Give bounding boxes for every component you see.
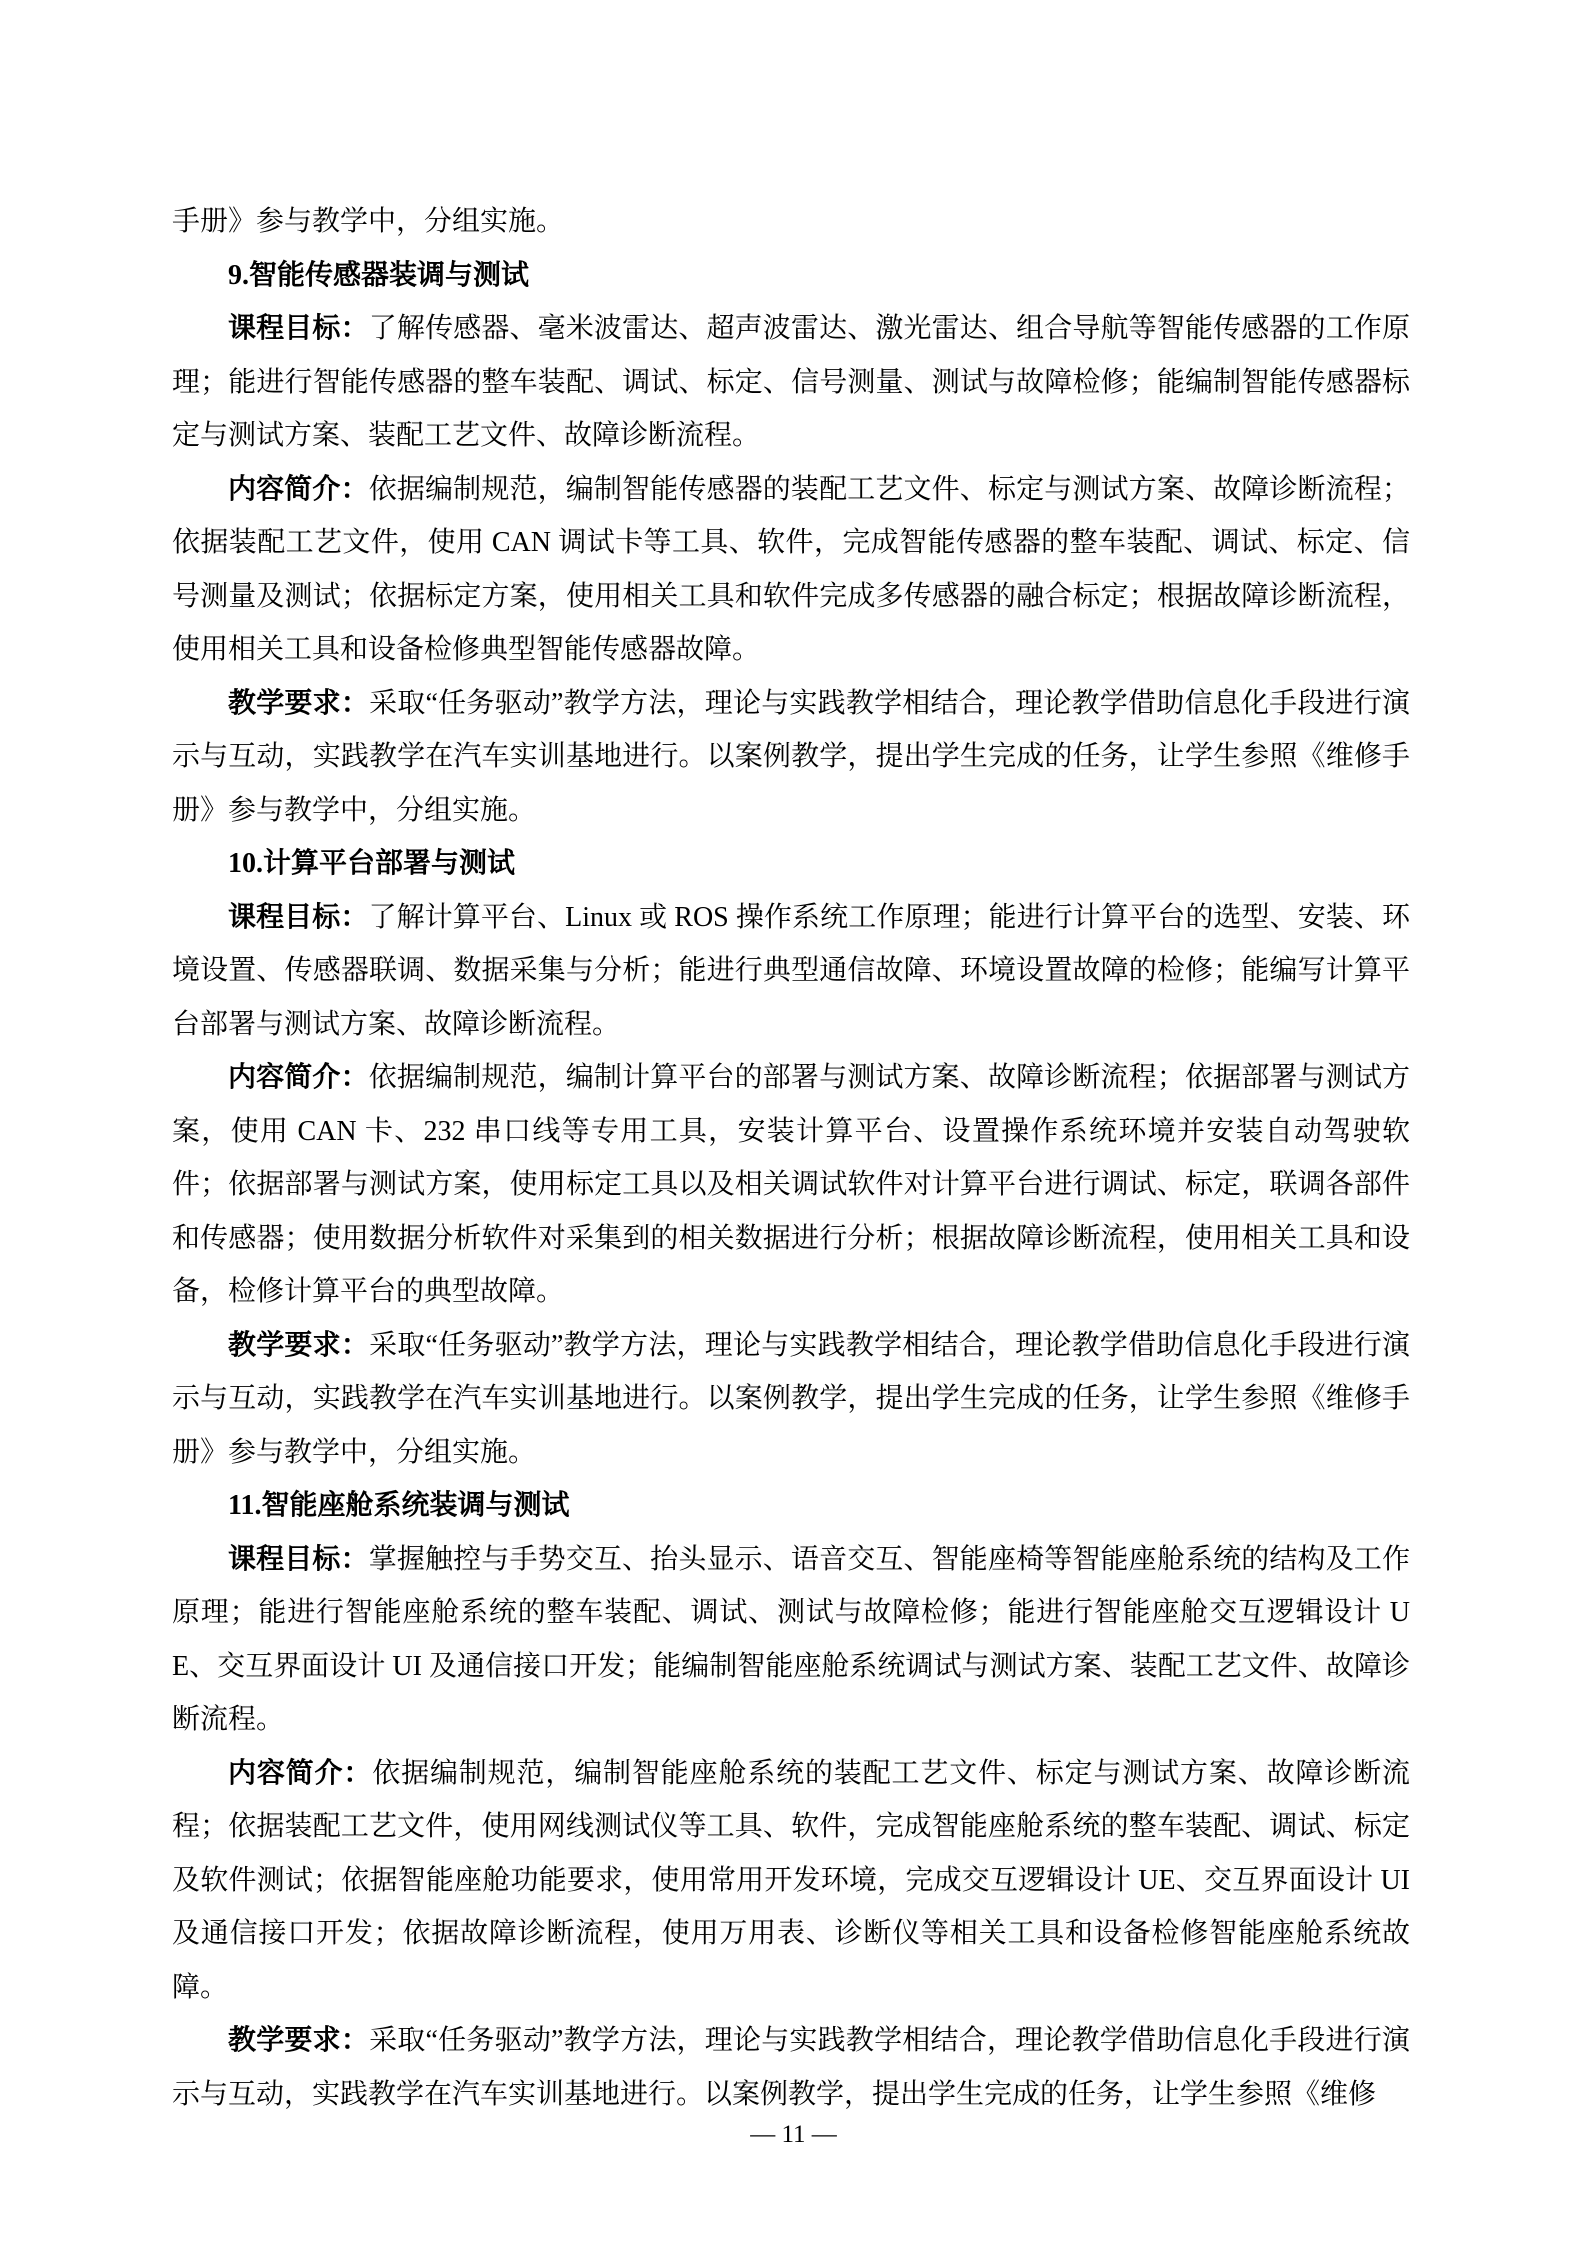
section-11 (172, 1479, 1410, 2121)
page-footer (0, 2118, 1587, 2152)
section-11-course-objectives (172, 1533, 1410, 1747)
section-11-content-summary (172, 1747, 1410, 2015)
paragraph-label: 课程目标： (228, 901, 369, 933)
paragraph-text: 采取“任务驱动”教学方法，理论与实践教学相结合，理论教学借助信息化手段进行演示与互动，实践教学在汽车实训基地进行。以案例教学，提出学生完成的任务，让学生参照《维修 (172, 2025, 1410, 2110)
section-10 (172, 837, 1410, 1479)
section-9-content-summary (172, 463, 1410, 677)
section-11-heading: 11.智能座舱系统装调与测试 (228, 1490, 570, 1521)
section-10-content-summary (172, 1051, 1410, 1319)
section-11-teaching-requirements (172, 2014, 1410, 2121)
continuation-paragraph: 手册》参与教学中，分组实施。 (172, 206, 565, 237)
paragraph-label: 课程目标： (228, 313, 369, 344)
paragraph-text: 依据编制规范，编制智能座舱系统的装配工艺文件、标定与测试方案、故障诊断流程；依据装配工艺文件，使用网线测试仪等工具、软件，完成智能座舱系统的整车装配、调试、标定及软件测试；依据智能座舱功能要求，使用常用开发环境，完成交互逻辑设计 UE、交互界面设计 UI 及通信接口开发；依据故障诊断流程，使用万用表、诊断仪等相关工具和设备检修智能座舱系统故障。 (172, 1757, 1410, 2003)
paragraph-label: 教学要求： (228, 687, 370, 719)
section-9-teaching-requirements (172, 677, 1410, 838)
paragraph-label: 课程目标： (228, 1543, 369, 1575)
section-10-heading: 10.计算平台部署与测试 (228, 848, 516, 879)
paragraph-label: 内容简介： (228, 1062, 369, 1093)
paragraph-label: 内容简介： (228, 473, 369, 505)
paragraph-text: 了解计算平台、Linux 或 ROS 操作系统工作原理；能进行计算平台的选型、安装、环境设置、传感器联调、数据采集与分析；能进行典型通信故障、环境设置故障的检修；能编写计算平台部署与测试方案、故障诊断流程。 (172, 901, 1410, 1040)
paragraph-text: 掌握触控与手势交互、抬头显示、语音交互、智能座椅等智能座舱系统的结构及工作原理；能进行智能座舱系统的整车装配、调试、测试与故障检修；能进行智能座舱交互逻辑设计 UE、交互界面设计 UI 及通信接口开发；能编制智能座舱系统调试与测试方案、装配工艺文件、故障诊断流程。 (172, 1543, 1410, 1735)
section-10-course-objectives (172, 891, 1410, 1052)
paragraph-text: 采取“任务驱动”教学方法，理论与实践教学相结合，理论教学借助信息化手段进行演示与互动，实践教学在汽车实训基地进行。以案例教学，提出学生完成的任务，让学生参照《维修手册》参与教学中，分组实施。 (172, 687, 1410, 826)
paragraph-label: 教学要求： (228, 2025, 370, 2056)
paragraph-text: 采取“任务驱动”教学方法，理论与实践教学相结合，理论教学借助信息化手段进行演示与互动，实践教学在汽车实训基地进行。以案例教学，提出学生完成的任务，让学生参照《维修手册》参与教学中，分组实施。 (172, 1329, 1410, 1468)
paragraph-label: 内容简介： (228, 1757, 373, 1789)
paragraph-text: 依据编制规范，编制计算平台的部署与测试方案、故障诊断流程；依据部署与测试方案，使用 CAN 卡、232 串口线等专用工具，安装计算平台、设置操作系统环境并安装自动驾驶软件；依据部署与测试方案，使用标定工具以及相关调试软件对计算平台进行调试、标定，联调各部件和传感器；使用数据分析软件对采集到的相关数据进行分析；根据故障诊断流程，使用相关工具和设备，检修计算平台的典型故障。 (172, 1062, 1410, 1307)
paragraph-text: 依据编制规范，编制智能传感器的装配工艺文件、标定与测试方案、故障诊断流程；依据装配工艺文件，使用 CAN 调试卡等工具、软件，完成智能传感器的整车装配、调试、标定、信号测量及测试；依据标定方案，使用相关工具和软件完成多传感器的融合标定；根据故障诊断流程，使用相关工具和设备检修典型智能传感器故障。 (172, 473, 1410, 665)
section-10-teaching-requirements (172, 1319, 1410, 1480)
section-9-course-objectives (172, 302, 1410, 463)
page-number: — 11 — (750, 2121, 837, 2148)
paragraph-label: 教学要求： (228, 1329, 370, 1361)
paragraph-text: 了解传感器、毫米波雷达、超声波雷达、激光雷达、组合导航等智能传感器的工作原理；能进行智能传感器的整车装配、调试、标定、信号测量、测试与故障检修；能编制智能传感器标定与测试方案、装配工艺文件、故障诊断流程。 (172, 313, 1410, 451)
section-9-heading: 9.智能传感器装调与测试 (228, 259, 530, 291)
section-9 (172, 249, 1410, 838)
page-body (172, 195, 1410, 2121)
